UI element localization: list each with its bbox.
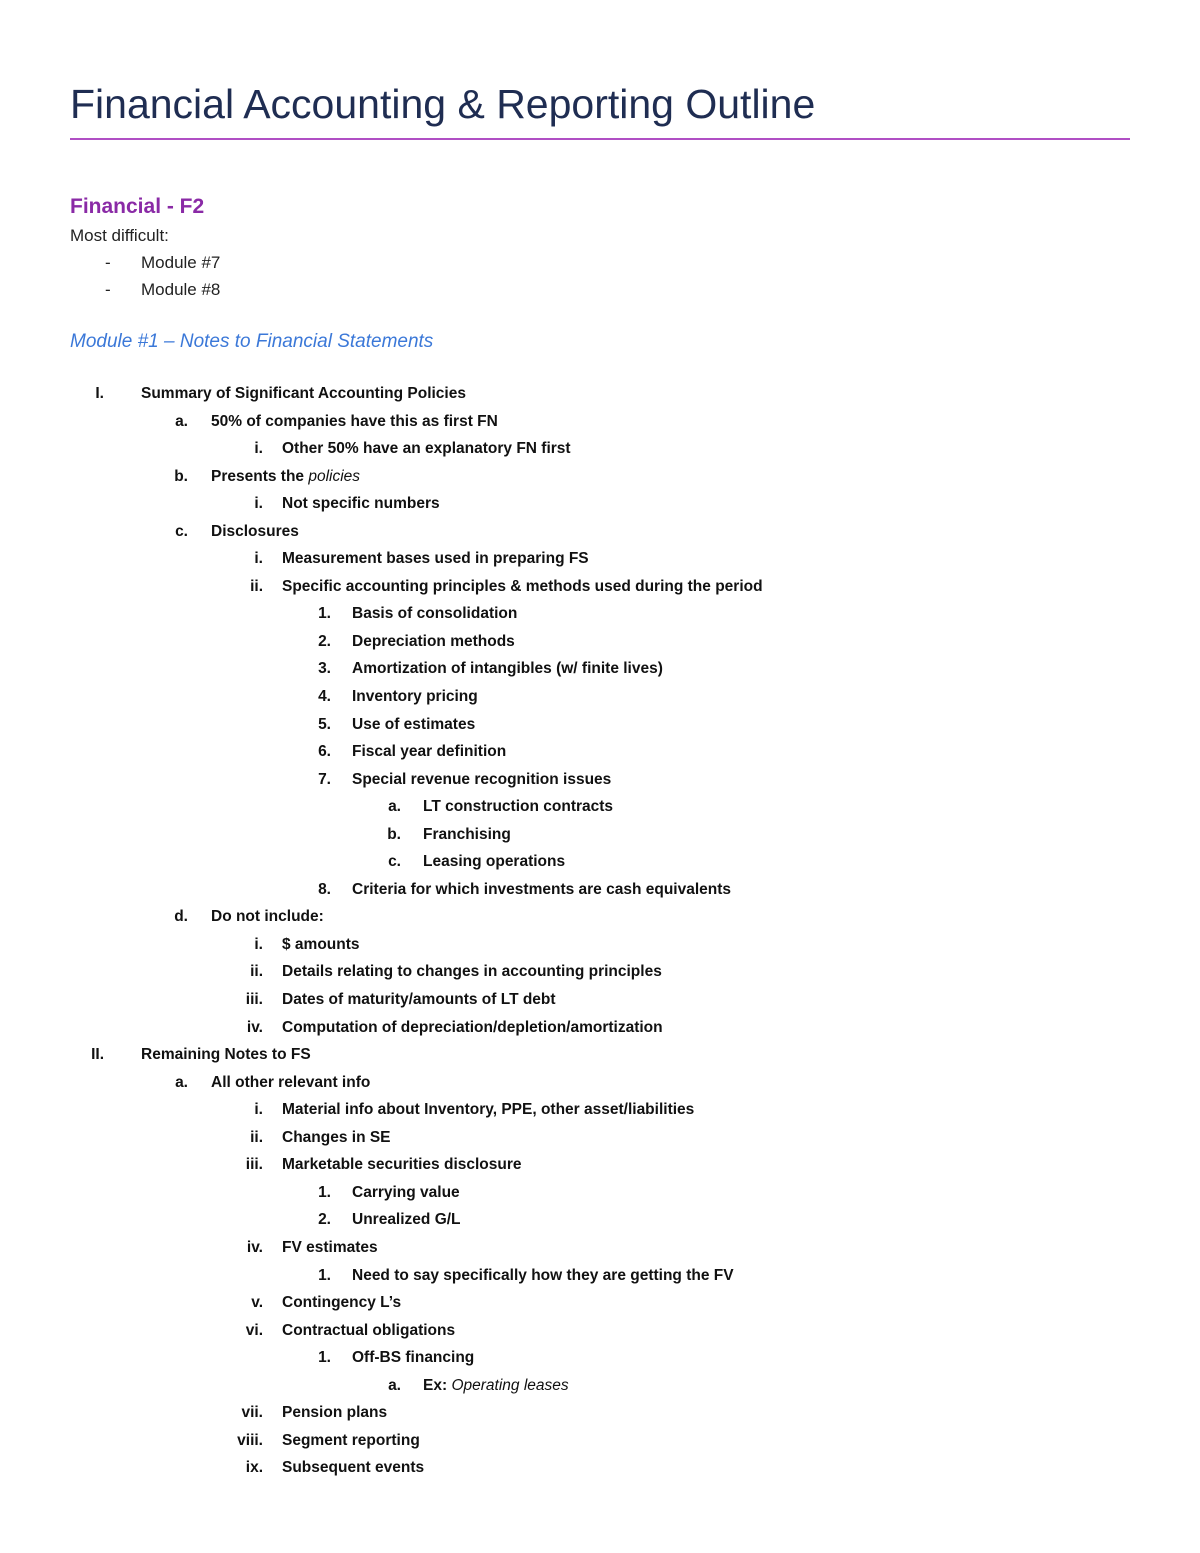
outline-text <box>282 1427 420 1455</box>
outline-item <box>0 1069 1200 1097</box>
outline-text-main: Segment reporting <box>282 1431 420 1449</box>
outline-item <box>0 1399 1200 1427</box>
outline-text <box>282 1096 694 1124</box>
outline-text <box>282 986 556 1014</box>
outline-text-main: Amortization of intangibles (w/ finite lives) <box>352 660 663 678</box>
outline-text <box>282 931 360 959</box>
outline-item <box>0 490 1200 518</box>
outline-marker: iv. <box>246 1018 263 1036</box>
outline-marker: 6. <box>318 743 331 761</box>
outline-item <box>0 738 1200 766</box>
outline-text-main: Subsequent events <box>282 1459 425 1477</box>
outline-marker: a. <box>175 412 188 430</box>
outline-marker: v. <box>251 1294 263 1312</box>
outline-text-main: Not specific numbers <box>282 495 440 513</box>
outline-text-main: Depreciation methods <box>352 632 515 650</box>
outline-item <box>0 1317 1200 1345</box>
outline-item <box>0 848 1200 876</box>
outline-marker: 4. <box>318 688 331 706</box>
outline-item <box>0 821 1200 849</box>
outline-item <box>0 793 1200 821</box>
outline-text-main: Details relating to changes in accounting principles <box>282 963 662 981</box>
outline-list <box>0 380 1200 1482</box>
outline-text <box>282 1317 455 1345</box>
outline-text <box>352 600 517 628</box>
outline-text-main: Other 50% have an explanatory FN first <box>282 440 571 458</box>
outline-text <box>352 766 611 794</box>
outline-text-main: Computation of depreciation/depletion/amortization <box>282 1018 663 1036</box>
outline-text <box>423 848 565 876</box>
outline-marker: 7. <box>318 770 331 788</box>
outline-text-main: Use of estimates <box>352 715 476 733</box>
outline-text-main: Unrealized G/L <box>352 1211 461 1229</box>
outline-marker: i. <box>254 495 263 513</box>
outline-marker: iv. <box>246 1238 263 1256</box>
outline-item <box>0 876 1200 904</box>
outline-item <box>0 1179 1200 1207</box>
outline-text <box>282 435 571 463</box>
outline-item <box>0 683 1200 711</box>
title-underline <box>70 138 1130 140</box>
outline-marker: 1. <box>318 605 331 623</box>
outline-item <box>0 931 1200 959</box>
outline-text-main: Material info about Inventory, PPE, other asset/liabilities <box>282 1101 695 1119</box>
module-heading: Module #1 – Notes to Financial Statements <box>70 331 434 352</box>
outline-text-main: 50% of companies have this as first FN <box>211 412 498 430</box>
outline-item <box>0 380 1200 408</box>
outline-text-main: Changes in SE <box>282 1128 391 1146</box>
outline-marker: vi. <box>245 1321 263 1339</box>
outline-item <box>0 408 1200 436</box>
outline-text <box>282 573 763 601</box>
outline-text-emphasis: Operating leases <box>451 1376 569 1394</box>
outline-marker: I. <box>95 385 104 402</box>
outline-text <box>423 793 613 821</box>
outline-item <box>0 545 1200 573</box>
outline-text-main: Marketable securities disclosure <box>282 1156 522 1174</box>
outline-marker: 2. <box>318 632 331 650</box>
outline-text <box>141 1041 311 1069</box>
outline-text <box>352 628 515 656</box>
outline-text-main: Special revenue recognition issues <box>352 770 612 788</box>
outline-text <box>282 1234 378 1262</box>
outline-marker: 5. <box>318 715 331 733</box>
outline-marker: i. <box>254 935 263 953</box>
outline-marker: 1. <box>318 1183 331 1201</box>
outline-marker: 1. <box>318 1266 331 1284</box>
outline-item <box>0 1096 1200 1124</box>
outline-text-main: All other relevant info <box>211 1073 371 1091</box>
outline-text <box>141 380 466 408</box>
outline-marker: d. <box>174 908 188 926</box>
outline-text-main: Franchising <box>423 825 511 843</box>
outline-marker: 2. <box>318 1211 331 1229</box>
outline-item <box>0 1289 1200 1317</box>
outline-text-main: Contingency L’s <box>282 1294 402 1312</box>
outline-item <box>0 1262 1200 1290</box>
outline-text-main: FV estimates <box>282 1238 378 1256</box>
outline-marker: viii. <box>237 1431 263 1449</box>
outline-text <box>282 490 440 518</box>
outline-text-main: Dates of maturity/amounts of LT debt <box>282 991 556 1009</box>
outline-text <box>282 1454 424 1482</box>
outline-marker: II. <box>91 1046 104 1064</box>
outline-marker: 3. <box>318 660 331 678</box>
outline-marker: ii. <box>250 963 263 981</box>
outline-marker: ii. <box>250 577 263 595</box>
outline-text <box>352 738 506 766</box>
outline-marker: iii. <box>245 1156 263 1174</box>
outline-text-main: Pension plans <box>282 1404 388 1422</box>
outline-text-main: LT construction contracts <box>423 798 614 816</box>
outline-marker: i. <box>254 550 263 568</box>
outline-item <box>0 1234 1200 1262</box>
outline-item <box>0 655 1200 683</box>
dash-bullet: - <box>105 253 111 272</box>
outline-marker: ix. <box>245 1459 263 1477</box>
outline-text <box>282 1124 391 1152</box>
outline-text <box>211 408 498 436</box>
outline-item <box>0 1454 1200 1482</box>
list-item-text: Module #7 <box>141 253 221 272</box>
outline-marker: a. <box>388 798 401 816</box>
outline-marker: a. <box>175 1073 188 1091</box>
outline-item <box>0 628 1200 656</box>
outline-text-main: $ amounts <box>282 935 360 953</box>
outline-text <box>282 1399 387 1427</box>
outline-item <box>0 766 1200 794</box>
outline-text-main: Do not include: <box>211 908 324 926</box>
outline-item <box>0 986 1200 1014</box>
outline-item <box>0 435 1200 463</box>
outline-marker: 1. <box>318 1349 331 1367</box>
outline-text <box>282 545 589 573</box>
outline-marker: iii. <box>245 991 263 1009</box>
outline-text-main: Measurement bases used in preparing FS <box>282 550 589 568</box>
outline-marker: a. <box>388 1376 401 1394</box>
outline-text-main: Leasing operations <box>423 853 566 871</box>
outline-text-main: Ex: <box>423 1376 452 1394</box>
outline-item <box>0 1427 1200 1455</box>
outline-marker: b. <box>174 467 188 485</box>
outline-text-main: Specific accounting principles & methods used during the period <box>282 577 763 595</box>
outline-text <box>211 463 360 491</box>
list-item-text: Module #8 <box>141 280 221 299</box>
outline-text-emphasis: policies <box>308 467 361 485</box>
outline-text-main: Off-BS financing <box>352 1349 475 1367</box>
outline-text-main: Criteria for which investments are cash equivalents <box>352 880 732 898</box>
outline-marker: vii. <box>241 1404 263 1422</box>
outline-text <box>352 876 731 904</box>
outline-marker: i. <box>254 440 263 458</box>
dash-bullet: - <box>105 280 111 299</box>
outline-item <box>0 1124 1200 1152</box>
outline-text <box>423 821 511 849</box>
outline-item <box>0 958 1200 986</box>
outline-text <box>352 683 478 711</box>
outline-marker: c. <box>388 853 401 871</box>
outline-text-main: Presents the <box>211 467 309 485</box>
outline-text <box>352 711 475 739</box>
outline-item <box>0 1151 1200 1179</box>
outline-item <box>0 903 1200 931</box>
outline-text <box>211 1069 370 1097</box>
outline-text <box>211 518 299 546</box>
outline-text <box>352 1262 734 1290</box>
outline-text <box>352 1179 460 1207</box>
outline-text <box>352 655 663 683</box>
outline-text-main: Carrying value <box>352 1183 460 1201</box>
difficulty-label: Most difficult: <box>70 226 169 245</box>
outline-item <box>0 600 1200 628</box>
outline-text <box>282 1014 663 1042</box>
outline-text-main: Basis of consolidation <box>352 605 518 623</box>
outline-marker: 8. <box>318 880 331 898</box>
document-title: Financial Accounting & Reporting Outline <box>70 81 816 127</box>
outline-item <box>0 573 1200 601</box>
outline-item <box>0 1041 1200 1069</box>
outline-text-main: Remaining Notes to FS <box>141 1046 311 1064</box>
outline-text-main: Disclosures <box>211 522 299 540</box>
outline-text <box>282 958 662 986</box>
outline-text-main: Inventory pricing <box>352 688 478 706</box>
outline-item <box>0 711 1200 739</box>
outline-item <box>0 1206 1200 1234</box>
section-heading: Financial - F2 <box>70 195 205 218</box>
outline-item <box>0 463 1200 491</box>
outline-text-main: Summary of Significant Accounting Policies <box>141 385 466 402</box>
outline-item <box>0 1344 1200 1372</box>
outline-item <box>0 1014 1200 1042</box>
outline-text-main: Contractual obligations <box>282 1321 456 1339</box>
outline-text <box>211 903 324 931</box>
outline-marker: ii. <box>250 1128 263 1146</box>
outline-text <box>352 1344 474 1372</box>
outline-text-main: Need to say specifically how they are getting the FV <box>352 1266 734 1284</box>
outline-marker: i. <box>254 1101 263 1119</box>
outline-marker: c. <box>175 522 188 540</box>
outline-item <box>0 518 1200 546</box>
outline-text <box>282 1289 401 1317</box>
outline-text <box>282 1151 522 1179</box>
outline-marker: b. <box>387 825 401 843</box>
outline-text <box>352 1206 461 1234</box>
outline-item <box>0 1372 1200 1400</box>
outline-text <box>423 1372 569 1400</box>
outline-text-main: Fiscal year definition <box>352 743 507 761</box>
